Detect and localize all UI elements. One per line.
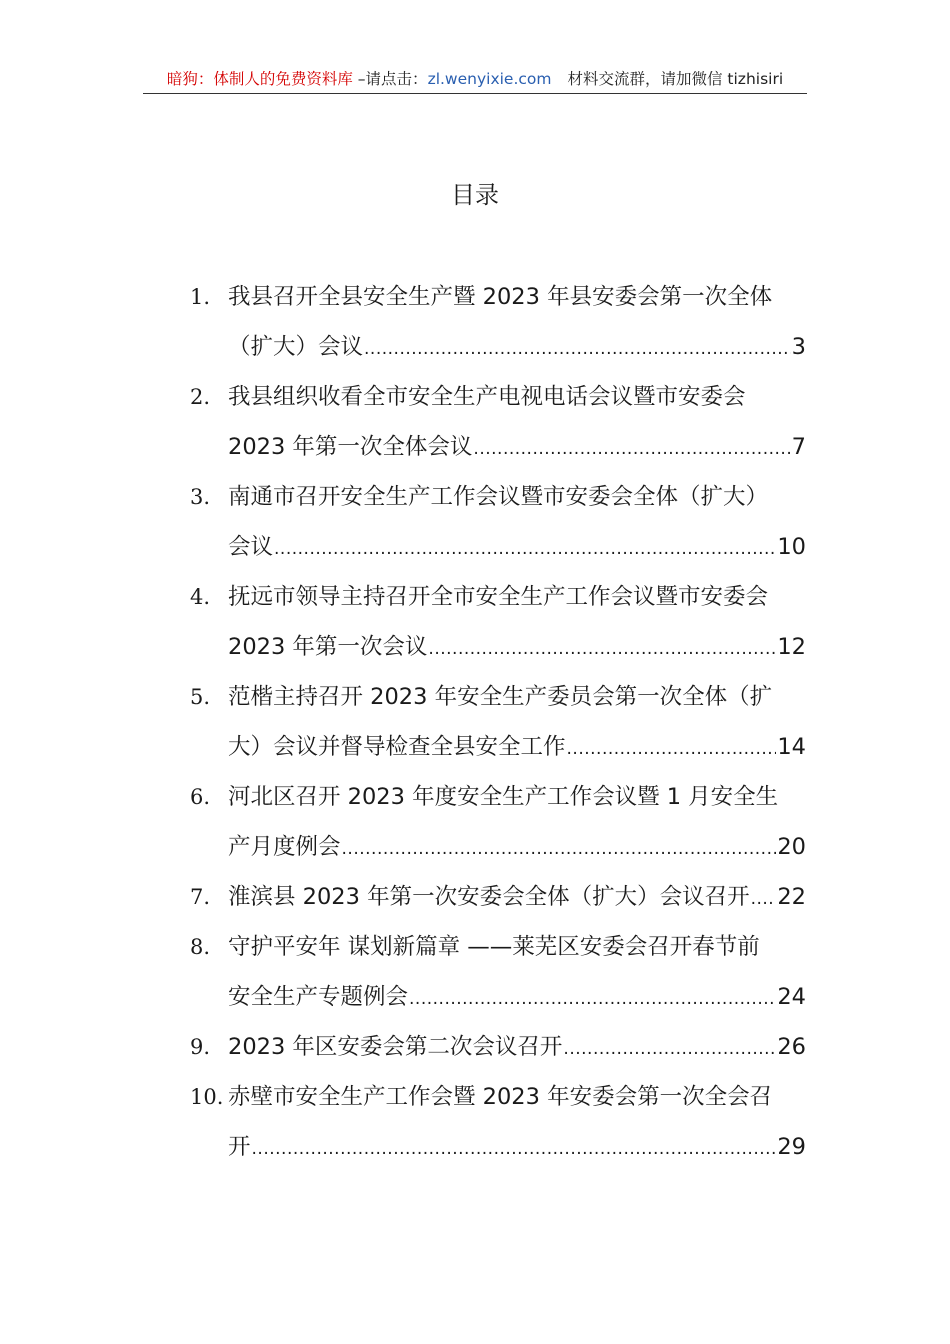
toc-entry[interactable] bbox=[190, 1022, 806, 1072]
toc-entry-number: 10. bbox=[190, 1085, 224, 1109]
toc-entry[interactable] bbox=[190, 1072, 806, 1172]
toc-entry[interactable] bbox=[190, 572, 806, 672]
toc-page-number: 12 bbox=[777, 634, 806, 660]
toc-entry[interactable] bbox=[190, 372, 806, 472]
toc-entry[interactable] bbox=[190, 672, 806, 772]
toc-entry[interactable] bbox=[190, 272, 806, 372]
toc-entry-last-line bbox=[228, 622, 806, 672]
toc-page-number: 24 bbox=[777, 984, 806, 1010]
toc-entry-number: 8. bbox=[190, 935, 211, 959]
toc-entry-number: 4. bbox=[190, 585, 211, 609]
toc-entry-title-continued: （扩大）会议 bbox=[228, 334, 364, 360]
toc-entry-title-continued: 开 bbox=[228, 1134, 251, 1160]
toc-leader-dots bbox=[342, 824, 777, 872]
toc-entry-title-continued: 2023 年区安委会第二次会议召开 bbox=[228, 1034, 563, 1060]
toc-entry-last-line bbox=[228, 972, 806, 1022]
toc-entry-number: 7. bbox=[190, 885, 211, 909]
toc-entry-title-continued: 大）会议并督导检查全县安全工作 bbox=[228, 734, 566, 760]
toc-entry[interactable] bbox=[190, 472, 806, 572]
toc-entry[interactable] bbox=[190, 772, 806, 872]
toc-leader-dots bbox=[567, 724, 777, 772]
header-site-name: 暗狗：体制人的免费资料库 bbox=[166, 70, 353, 88]
toc-page-number: 7 bbox=[791, 434, 806, 460]
header-click-prompt: –请点击： bbox=[352, 70, 428, 88]
toc-page-number: 26 bbox=[777, 1034, 806, 1060]
toc-page-number: 3 bbox=[791, 334, 806, 360]
toc-entry-last-line bbox=[228, 322, 806, 372]
toc-leader-dots bbox=[563, 1024, 776, 1072]
toc-entry-number: 1. bbox=[190, 285, 211, 309]
toc-page-number: 22 bbox=[777, 884, 806, 910]
toc-entry-title-continued: 2023 年第一次会议 bbox=[228, 634, 428, 660]
toc-entry-title-continued: 产月度例会 bbox=[228, 834, 341, 860]
toc-entry-number: 6. bbox=[190, 785, 211, 809]
toc-entry[interactable] bbox=[190, 922, 806, 1022]
page-title: 目录 bbox=[451, 181, 499, 209]
toc-entry-number: 2. bbox=[190, 385, 211, 409]
toc-leader-dots bbox=[252, 1124, 777, 1172]
toc-entry-number: 3. bbox=[190, 485, 211, 509]
toc-entry-last-line bbox=[228, 872, 806, 922]
table-of-contents bbox=[190, 272, 806, 1172]
toc-page-number: 14 bbox=[777, 734, 806, 760]
toc-entry-title: 抚远市领导主持召开全市安全生产工作会议暨市安委会 bbox=[228, 584, 769, 610]
toc-page-number: 29 bbox=[777, 1134, 806, 1160]
toc-entry-last-line bbox=[228, 422, 806, 472]
toc-entry-last-line bbox=[228, 722, 806, 772]
toc-page-number: 10 bbox=[777, 534, 806, 560]
toc-entry-last-line bbox=[228, 822, 806, 872]
toc-entry-title-continued: 淮滨县 2023 年第一次安委会全体（扩大）会议召开 bbox=[228, 884, 750, 910]
toc-leader-dots bbox=[751, 874, 777, 922]
toc-entry-title: 守护平安年 谋划新篇章 ——莱芜区安委会召开春节前 bbox=[228, 934, 760, 960]
toc-entry-title-continued: 2023 年第一次全体会议 bbox=[228, 434, 473, 460]
header-divider bbox=[143, 93, 807, 94]
toc-entry-last-line bbox=[228, 522, 806, 572]
toc-leader-dots bbox=[409, 974, 776, 1022]
toc-entry-title-continued: 安全生产专题例会 bbox=[228, 984, 409, 1010]
toc-entry-number: 9. bbox=[190, 1035, 211, 1059]
toc-entry-title: 南通市召开安全生产工作会议暨市安委会全体（扩大） bbox=[228, 484, 769, 510]
header-link[interactable]: zl.wenyixie.com bbox=[427, 70, 552, 88]
toc-entry-title: 我县组织收看全市安全生产电视电话会议暨市安委会 bbox=[228, 384, 746, 410]
toc-entry-title: 范楷主持召开 2023 年安全生产委员会第一次全体（扩 bbox=[228, 684, 773, 710]
toc-leader-dots bbox=[274, 524, 776, 572]
toc-page-number: 20 bbox=[777, 834, 806, 860]
toc-entry[interactable] bbox=[190, 872, 806, 922]
toc-entry-last-line bbox=[228, 1122, 806, 1172]
page-header bbox=[0, 66, 950, 92]
toc-entry-title: 我县召开全县安全生产暨 2023 年县安委会第一次全体 bbox=[228, 284, 773, 310]
toc-entry-title: 河北区召开 2023 年度安全生产工作会议暨 1 月安全生 bbox=[228, 784, 779, 810]
toc-entry-title: 赤壁市安全生产工作会暨 2023 年安委会第一次全会召 bbox=[228, 1084, 773, 1110]
toc-leader-dots bbox=[428, 624, 776, 672]
header-contact: 材料交流群，请加微信 tizhisiri bbox=[567, 70, 784, 88]
toc-entry-last-line bbox=[228, 1022, 806, 1072]
toc-leader-dots bbox=[473, 424, 790, 472]
toc-entry-title-continued: 会议 bbox=[228, 534, 274, 560]
toc-leader-dots bbox=[364, 324, 791, 372]
toc-entry-number: 5. bbox=[190, 685, 211, 709]
